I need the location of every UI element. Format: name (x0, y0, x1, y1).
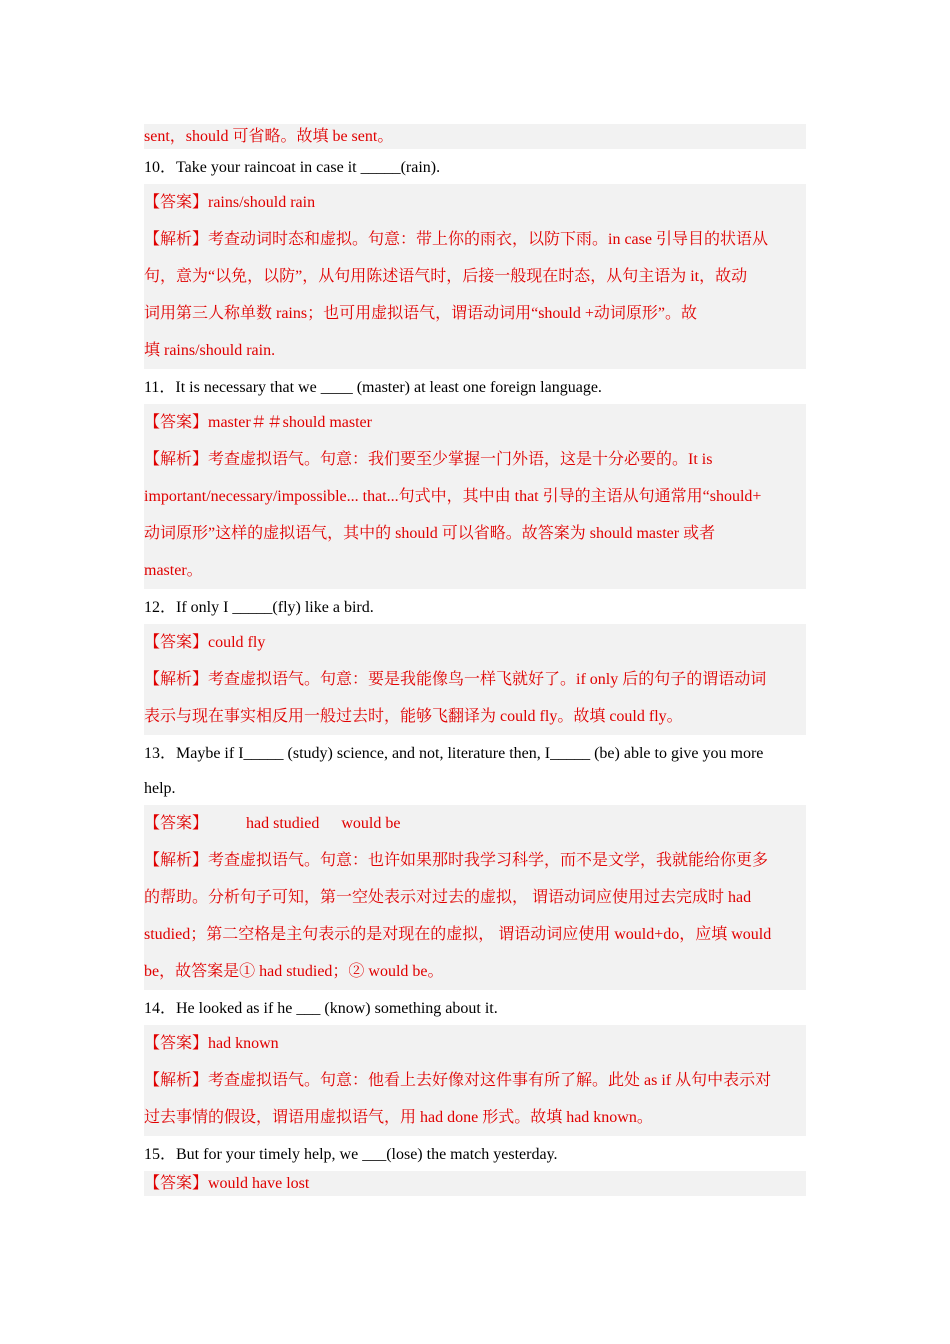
answer-b: would be (341, 815, 401, 832)
answer-line: 【答案】would have lost (144, 1175, 310, 1192)
question-line: help. (144, 780, 176, 797)
analysis-line: 过去事情的假设，谓语用虚拟语气，用 had done 形式。故填 had known。 (144, 1109, 653, 1126)
document-page (144, 124, 806, 1196)
analysis-line: sent，should 可省略。故填 be sent。 (144, 128, 394, 145)
answer-block-15 (144, 1171, 806, 1196)
analysis-line: 【解析】考查动词时态和虚拟。句意：带上你的雨衣，以防下雨。in case 引导目的状语从 (144, 231, 768, 248)
question-line: 13．Maybe if I_____ (study) science, and not, literature then, I_____ (be) able to give you more (144, 745, 764, 762)
analysis-line: studied；第二空格是主句表示的是对现在的虚拟， 谓语动词应使用 would+do，应填 would (144, 926, 772, 943)
question-14: 14．He looked as if he ___ (know) something about it. (144, 1000, 498, 1017)
answer-a: had studied (246, 815, 320, 832)
question-11: 11．It is necessary that we ____ (master) at least one foreign language. (144, 379, 602, 396)
question-15: 15．But for your timely help, we ___(lose) the match yesterday. (144, 1146, 558, 1163)
analysis-line: 的帮助。分析句子可知，第一空处表示对过去的虚拟， 谓语动词应使用过去完成时 had (144, 889, 752, 906)
answer-line (144, 805, 806, 842)
analysis-line: 句，意为“以免，以防”，从句用陈述语气时，后接一般现在时态，从句主语为 it，故动 (144, 268, 748, 285)
analysis-line: 表示与现在事实相反用一般过去时，能够飞翻译为 could fly。故填 could fly。 (144, 708, 683, 725)
analysis-line: master。 (144, 562, 203, 579)
question-12: 12．If only I _____(fly) like a bird. (144, 599, 374, 616)
analysis-line: 【解析】考查虚拟语气。句意：他看上去好像对这件事有所了解。此处 as if 从句中表示对 (144, 1072, 772, 1089)
answer-block-11 (144, 404, 806, 589)
answer-prefix: 【答案】 (144, 815, 209, 832)
question-10: 10．Take your raincoat in case it _____(rain). (144, 159, 441, 176)
analysis-line: 【解析】考查虚拟语气。句意：我们要至少掌握一门外语，这是十分必要的。It is (144, 451, 713, 468)
answer-line: 【答案】master＃＃should master (144, 414, 372, 431)
analysis-continuation (144, 124, 806, 149)
analysis-line: 【解析】考查虚拟语气。句意：也许如果那时我学习科学，而不是文学，我就能给你更多 (144, 852, 769, 869)
answer-block-10 (144, 184, 806, 369)
analysis-line: 填 rains/should rain. (144, 342, 276, 359)
answer-line: 【答案】could fly (144, 634, 266, 651)
analysis-line: 词用第三人称单数 rains；也可用虚拟语气，谓语动词用“should +动词原形”。故 (144, 305, 698, 322)
question-13 (144, 735, 806, 805)
answer-block-14 (144, 1025, 806, 1136)
analysis-line: important/necessary/impossible... that...句式中，其中由 that 引导的主语从句通常用“should+ (144, 488, 762, 505)
answer-line: 【答案】rains/should rain (144, 194, 316, 211)
analysis-line: 【解析】考查虚拟语气。句意：要是我能像鸟一样飞就好了。if only 后的句子的谓语动词 (144, 671, 767, 688)
answer-block-12 (144, 624, 806, 735)
answer-block-13 (144, 805, 806, 990)
analysis-line: be，故答案是① had studied；② would be。 (144, 963, 444, 980)
analysis-line: 动词原形”这样的虚拟语气，其中的 should 可以省略。故答案为 should master 或者 (144, 525, 716, 542)
answer-line: 【答案】had known (144, 1035, 279, 1052)
